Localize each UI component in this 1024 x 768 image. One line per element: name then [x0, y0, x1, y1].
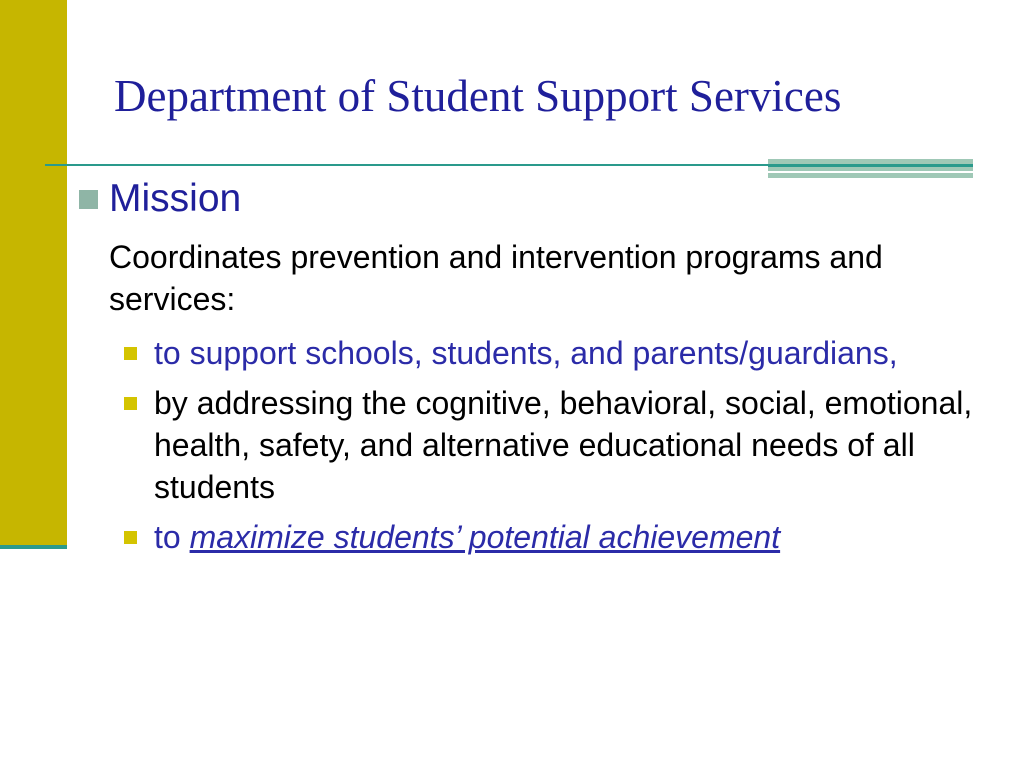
mission-body: Coordinates prevention and intervention programs and services: [109, 239, 883, 317]
bullet-text: to support schools, students, and parents/guardians, [154, 335, 898, 371]
list-item [120, 382, 1000, 508]
square-bullet-icon [124, 397, 137, 410]
bullet-prefix: to [154, 519, 190, 555]
mission-bullet-list [120, 332, 1000, 566]
left-accent-bar [0, 0, 67, 546]
emphasis-link[interactable]: maximize students’ potential achievement [189, 519, 781, 555]
slide-title: Department of Student Support Services [114, 71, 842, 121]
title-divider-ornament [768, 159, 973, 178]
list-item [120, 516, 1000, 558]
square-bullet-icon [124, 531, 137, 544]
title-divider [45, 164, 770, 166]
mission-heading: Mission [109, 177, 242, 220]
square-bullet-icon [79, 190, 98, 209]
list-item [120, 332, 1000, 374]
square-bullet-icon [124, 347, 137, 360]
left-accent-underline [0, 545, 67, 549]
bullet-text: by addressing the cognitive, behavioral, social, emotional, health, safety, and alternative educational needs of all students [154, 385, 973, 505]
